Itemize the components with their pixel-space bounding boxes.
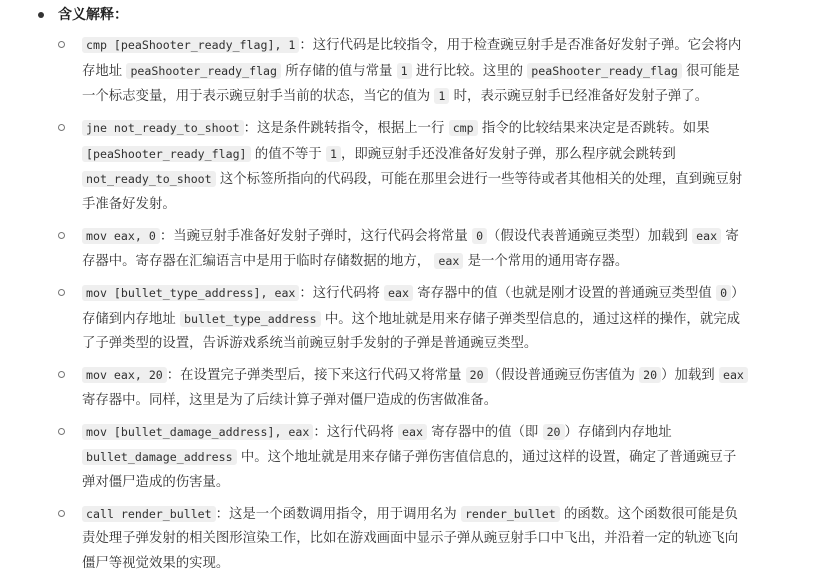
- paragraph-text: ，即豌豆射手还没准备好发射子弹，那么程序就会跳转到: [341, 147, 676, 162]
- paragraph-text: 中。这个地址就是用来存储子弹类型信息的，通过这样的操作，就完成了子弹类型的设置，告诉游戏系统当前豌豆射手发射的子弹是普通豌豆类型。: [82, 312, 740, 352]
- inline-code: mov eax, 20: [82, 367, 167, 383]
- inline-code: [peaShooter_ready_flag]: [82, 146, 251, 162]
- list-item: [58, 502, 748, 576]
- paragraph-text: 指令的比较结果来决定是否跳转。如果: [478, 121, 710, 136]
- bullet-disc-icon: [38, 12, 44, 18]
- inline-code: 20: [639, 367, 661, 383]
- paragraph-text: 寄存器中的值（也就是刚才设置的普通豌豆类型值: [413, 286, 716, 301]
- paragraph-text: ）加载到: [661, 368, 719, 383]
- inline-code: jne not_ready_to_shoot: [82, 120, 244, 136]
- hollow-bullet-icon: [58, 232, 65, 239]
- section-heading-colon: ：: [114, 5, 128, 25]
- list-item: [58, 281, 748, 357]
- hollow-bullet-icon: [58, 124, 65, 131]
- paragraph-text: 很可能是一个标志变量，用于表示豌豆射手当前的状态，当它的值为: [82, 64, 740, 105]
- section-heading: 含义解释: [58, 5, 114, 25]
- paragraph-text: 的值不等于: [251, 147, 326, 162]
- inline-code: eax: [434, 253, 463, 269]
- hollow-bullet-icon: [58, 289, 65, 296]
- hollow-bullet-icon: [58, 371, 65, 378]
- paragraph-text: 的函数。这个函数很可能是负责处理子弹发射的相关图形渲染工作，比如在游戏画面中显示子弹从豌豆射手口中飞出，并沿着一定的轨迹飞向僵尸等视觉效果的实现。: [82, 507, 738, 571]
- paragraph-text: ：这行代码将: [313, 425, 398, 440]
- paragraph-text: 寄存器中。寄存器在汇编语言中是用于临时存储数据的地方，: [82, 229, 739, 270]
- paragraph-text: ：这行代码将: [299, 286, 384, 301]
- paragraph-text: ：当豌豆射手准备好发射子弹时，这行代码会将常量: [160, 229, 472, 244]
- inline-code: bullet_type_address: [180, 311, 321, 327]
- paragraph-text: 寄存器中的值（即: [427, 425, 543, 440]
- inline-code: 20: [543, 424, 565, 440]
- inline-code: eax: [398, 424, 427, 440]
- inline-code: 0: [716, 285, 731, 301]
- inline-code: eax: [692, 228, 721, 244]
- paragraph-text: 寄存器中。同样，这里是为了后续计算子弹对僵尸造成的伤害做准备。: [82, 393, 497, 408]
- inline-code: not_ready_to_shoot: [82, 171, 216, 187]
- section-heading-item: [38, 5, 128, 25]
- list-item: [58, 420, 748, 496]
- inline-code: mov [bullet_type_address], eax: [82, 285, 299, 301]
- paragraph-text: ：在设置完子弹类型后，接下来这行代码又将常量: [167, 368, 466, 383]
- inline-code: eax: [384, 285, 413, 301]
- paragraph-text: （假设普通豌豆伤害值为: [488, 368, 640, 383]
- inline-code: render_bullet: [461, 506, 560, 522]
- inline-code: eax: [719, 367, 748, 383]
- inline-code: call render_bullet: [82, 506, 216, 522]
- paragraph-text: 是一个常用的通用寄存器。: [463, 254, 628, 269]
- hollow-bullet-icon: [58, 428, 65, 435]
- list-item: [58, 363, 748, 413]
- paragraph-text: 中。这个地址就是用来存储子弹伤害值信息的，通过这样的设置，确定了普通豌豆子弹对僵尸造成的伤害量。: [82, 450, 736, 490]
- list-item: [58, 224, 748, 275]
- inline-code: 1: [326, 146, 341, 162]
- paragraph-text: ：这是一个函数调用指令，用于调用名为: [216, 507, 461, 522]
- paragraph-text: 时，表示豌豆射手已经准备好发射子弹了。: [449, 89, 708, 104]
- inline-code: mov eax, 0: [82, 228, 160, 244]
- inline-code: 1: [397, 63, 412, 79]
- explanation-list: [58, 33, 748, 576]
- inline-code: 0: [472, 228, 487, 244]
- inline-code: bullet_damage_address: [82, 449, 237, 465]
- paragraph-text: ）存储到内存地址: [565, 425, 672, 440]
- list-item: [58, 116, 748, 217]
- hollow-bullet-icon: [58, 41, 65, 48]
- inline-code: mov [bullet_damage_address], eax: [82, 424, 313, 440]
- inline-code: cmp [peaShooter_ready_flag], 1: [82, 37, 299, 53]
- paragraph-text: 所存储的值与常量: [281, 64, 397, 79]
- inline-code: 1: [434, 88, 449, 104]
- paragraph-text: ）存储到内存地址: [82, 286, 744, 327]
- inline-code: peaShooter_ready_flag: [126, 63, 281, 79]
- paragraph-text: （假设代表普通豌豆类型）加载到: [487, 229, 692, 244]
- paragraph-text: ：这行代码是比较指令，用于检查豌豆射手是否准备好发射子弹。它会将内存地址: [82, 38, 741, 79]
- inline-code: cmp: [449, 120, 478, 136]
- paragraph-text: ：这是条件跳转指令，根据上一行: [244, 121, 449, 136]
- hollow-bullet-icon: [58, 510, 65, 517]
- inline-code: peaShooter_ready_flag: [527, 63, 682, 79]
- paragraph-text: 进行比较。这里的: [412, 64, 528, 79]
- paragraph-text: 这个标签所指向的代码段，可能在那里会进行一些等待或者其他相关的处理，直到豌豆射手准备好发射。: [82, 172, 742, 212]
- inline-code: 20: [466, 367, 488, 383]
- list-item: [58, 33, 748, 110]
